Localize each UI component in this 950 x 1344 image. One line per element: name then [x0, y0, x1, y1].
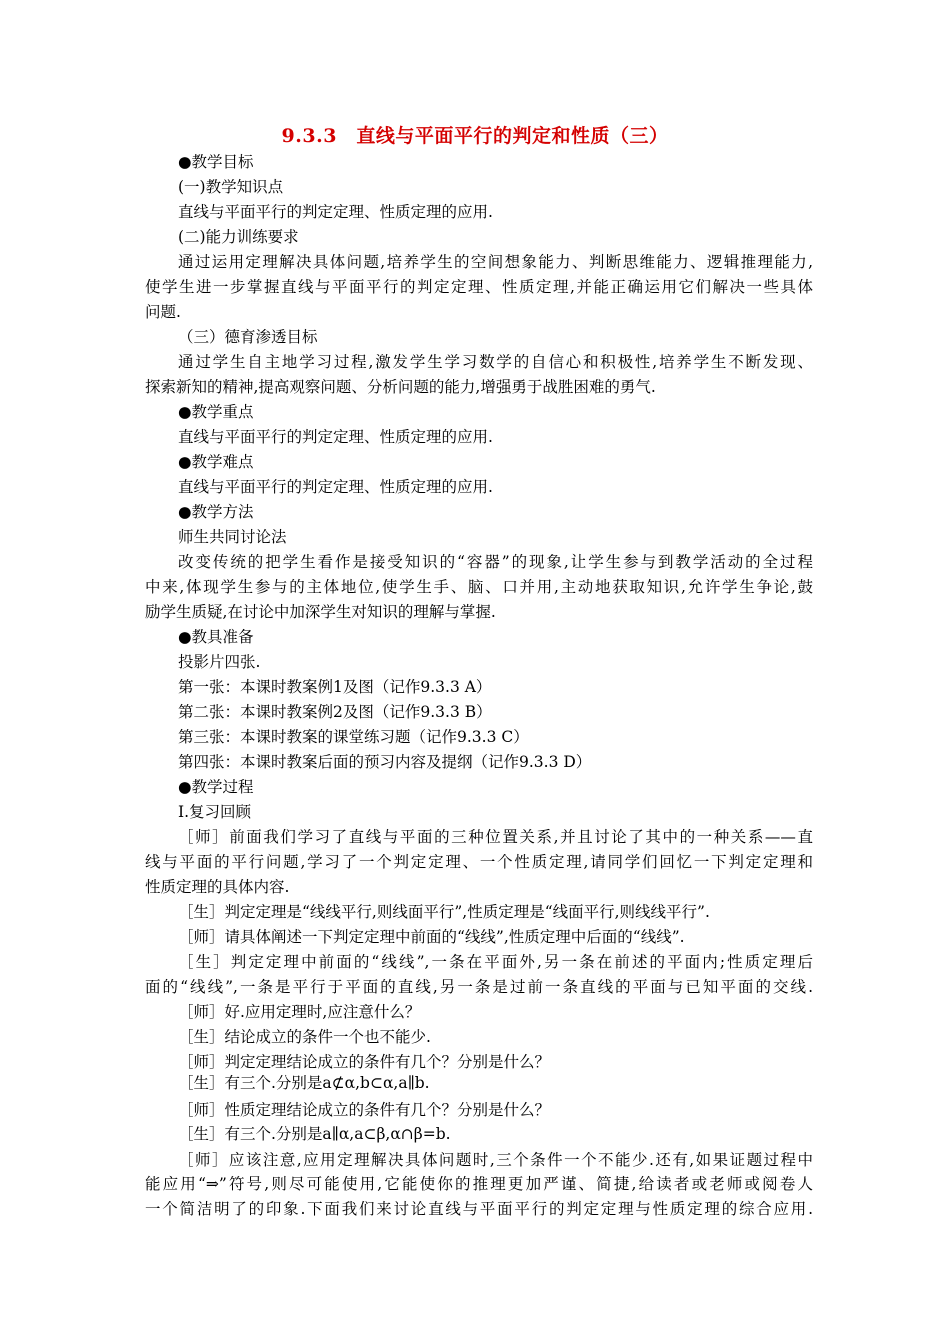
text-line: 第一张：本课时教案例1及图（记作9.3.3 A）: [178, 678, 492, 696]
text-line: (二)能力训练要求: [178, 228, 299, 246]
text-line: 励学生质疑,在讨论中加深学生对知识的理解与掌握.: [145, 603, 496, 621]
text-line: 改变传统的把学生看作是接受知识的“容器”的现象,让学生参与到教学活动的全过程: [178, 553, 813, 571]
text-line: 直线与平面平行的判定定理、性质定理的应用.: [178, 478, 493, 496]
text-line: (一)教学知识点: [178, 178, 284, 196]
text-line: ［生］有三个.分别是a⊄α,b⊂α,a∥b.: [178, 1074, 430, 1092]
text-line: 一个简洁明了的印象.下面我们来讨论直线与平面平行的判定定理与性质定理的综合应用.: [145, 1200, 813, 1218]
text-line: 第二张：本课时教案例2及图（记作9.3.3 B）: [178, 703, 492, 721]
text-line: 面的“线线”,一条是平行于平面的直线,另一条是过前一条直线的平面与已知平面的交线.: [145, 978, 813, 996]
text-line: ●教学方法: [178, 503, 254, 521]
text-line: ●教学重点: [178, 403, 254, 421]
text-line: （三）德育渗透目标: [178, 328, 318, 346]
text-line: 性质定理的具体内容.: [145, 878, 290, 896]
text-line: 探索新知的精神,提高观察问题、分析问题的能力,增强勇于战胜困难的勇气.: [145, 378, 656, 396]
text-line: ●教学难点: [178, 453, 254, 471]
text-line: ［师］好.应用定理时,应注意什么？: [178, 1003, 421, 1021]
text-line: 中来,体现学生参与的主体地位,使学生手、脑、口并用,主动地获取知识,允许学生争论,鼓: [145, 578, 813, 596]
text-line: 线与平面的平行问题,学习了一个判定定理、一个性质定理,请同学们回忆一下判定定理和: [145, 853, 813, 871]
text-line: 第三张：本课时教案的课堂练习题（记作9.3.3 C）: [178, 728, 529, 746]
text-line: ［师］应该注意,应用定理解决具体问题时,三个条件一个不能少.还有,如果证题过程中: [178, 1151, 813, 1169]
text-line: ［生］判定定理是“线线平行,则线面平行”,性质定理是“线面平行,则线线平行”.: [178, 903, 710, 921]
text-line: 通过运用定理解决具体问题,培养学生的空间想象能力、判断思维能力、逻辑推理能力,: [178, 253, 813, 271]
text-line: Ⅰ.复习回顾: [178, 803, 252, 821]
text-line: 师生共同讨论法: [178, 528, 287, 546]
text-line: 使学生进一步掌握直线与平面平行的判定定理、性质定理,并能正确运用它们解决一些具体: [145, 278, 813, 296]
text-line: 直线与平面平行的判定定理、性质定理的应用.: [178, 203, 493, 221]
text-line: ●教学过程: [178, 778, 254, 796]
text-line: ●教具准备: [178, 628, 254, 646]
text-line: ［生］判定定理中前面的“线线”,一条在平面外,另一条在前述的平面内;性质定理后: [178, 953, 813, 971]
text-line: 通过学生自主地学习过程,激发学生学习数学的自信心和积极性,培养学生不断发现、: [178, 353, 813, 371]
text-line: 投影片四张.: [178, 653, 261, 671]
text-line: ［师］性质定理结论成立的条件有几个？分别是什么？: [178, 1101, 551, 1119]
text-line: ［师］请具体阐述一下判定定理中前面的“线线”,性质定理中后面的“线线”.: [178, 928, 685, 946]
text-line: ●教学目标: [178, 153, 254, 171]
text-line: ［师］前面我们学习了直线与平面的三种位置关系,并且讨论了其中的一种关系——直: [178, 828, 813, 846]
text-line: 直线与平面平行的判定定理、性质定理的应用.: [178, 428, 493, 446]
text-line: 第四张：本课时教案后面的预习内容及提纲（记作9.3.3 D）: [178, 753, 592, 771]
text-line: ［生］结论成立的条件一个也不能少.: [178, 1028, 431, 1046]
text-line: ［生］有三个.分别是a∥α,a⊂β,α∩β=b.: [178, 1125, 451, 1143]
document-title: 9.3.3 直线与平面平行的判定和性质（三）: [281, 125, 669, 147]
text-line: 问题.: [145, 303, 181, 321]
text-line: ［师］判定定理结论成立的条件有几个？分别是什么？: [178, 1053, 551, 1071]
text-line: 能应用“⇒”符号,则尽可能使用,它能使你的推理更加严谨、简捷,给读者或老师或阅卷人: [145, 1175, 813, 1193]
